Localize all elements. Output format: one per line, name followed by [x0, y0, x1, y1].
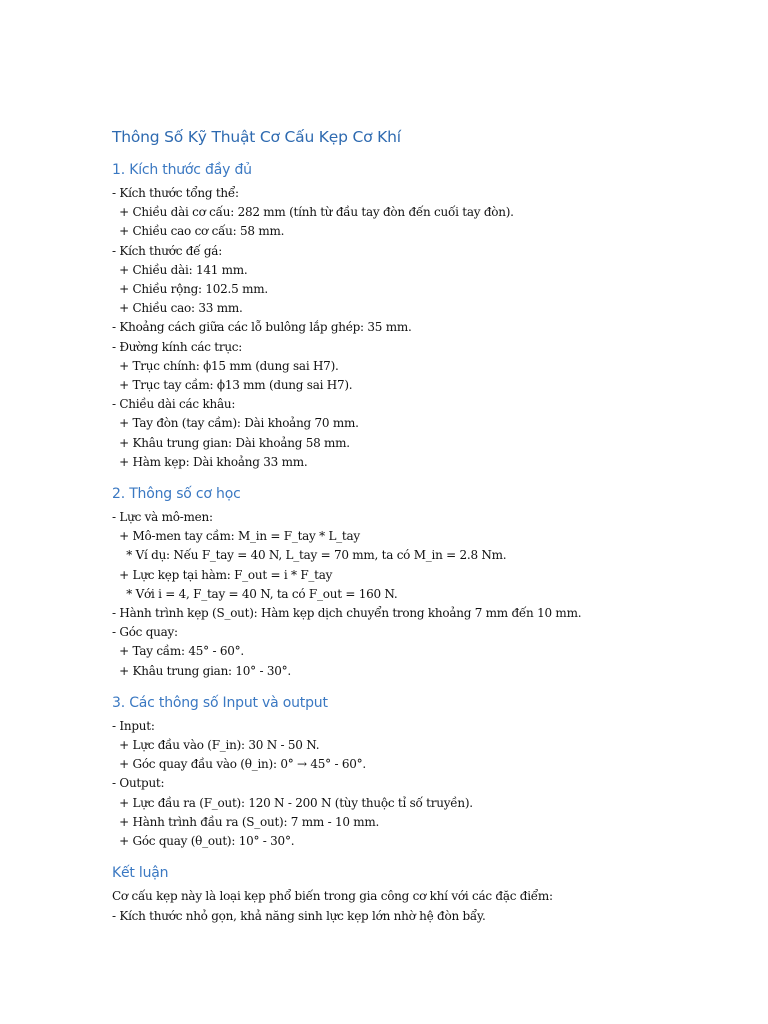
text-line: + Trục tay cầm: ϕ13 mm (dung sai H7).: [112, 378, 353, 393]
text-line: - Input:: [112, 718, 155, 733]
text-line: + Mô-men tay cầm: M_in = F_tay * L_tay: [112, 529, 360, 544]
text-line: - Đường kính các trục:: [112, 339, 243, 354]
section-2: [112, 482, 712, 681]
document-body: [112, 122, 712, 936]
text-line: + Trục chính: ϕ15 mm (dung sai H7).: [112, 358, 339, 373]
text-line: - Lực và mô-men:: [112, 510, 213, 525]
text-line: + Hành trình đầu ra (S_out): 7 mm - 10 mm.: [112, 814, 380, 829]
text-line: - Hành trình kẹp (S_out): Hàm kẹp dịch chuyển trong khoảng 7 mm đến 10 mm.: [112, 606, 582, 621]
section-1: [112, 158, 712, 472]
section-heading: 1. Kích thước đầy đủ: [112, 162, 252, 178]
text-line: + Hàm kẹp: Dài khoảng 33 mm.: [112, 454, 308, 469]
text-line: + Chiều cao: 33 mm.: [112, 301, 243, 316]
document-title: Thông Số Kỹ Thuật Cơ Cấu Kẹp Cơ Khí: [112, 128, 401, 146]
text-line: + Khâu trung gian: Dài khoảng 58 mm.: [112, 435, 350, 450]
text-line: + Tay cầm: 45° - 60°.: [112, 644, 244, 659]
text-line: - Kích thước đế gá:: [112, 243, 222, 258]
section-heading: 2. Thông số cơ học: [112, 486, 241, 503]
text-line: * Ví dụ: Nếu F_tay = 40 N, L_tay = 70 mm, ta có M_in = 2.8 Nm.: [112, 548, 507, 563]
text-line: - Kích thước nhỏ gọn, khả năng sinh lực kẹp lớn nhờ hệ đòn bẩy.: [112, 908, 486, 923]
text-line: - Góc quay:: [112, 625, 178, 640]
text-line: + Lực đầu ra (F_out): 120 N - 200 N (tùy thuộc tỉ số truyền).: [112, 795, 473, 810]
text-line: - Khoảng cách giữa các lỗ bulông lắp ghép: 35 mm.: [112, 320, 412, 335]
text-line: + Tay đòn (tay cầm): Dài khoảng 70 mm.: [112, 416, 359, 431]
text-line: + Chiều dài: 141 mm.: [112, 262, 248, 277]
text-line: Cơ cấu kẹp này là loại kẹp phổ biến trong gia công cơ khí với các đặc điểm:: [112, 889, 553, 904]
section-heading: Kết luận: [112, 865, 169, 882]
sections-container: [112, 158, 712, 926]
text-line: + Chiều dài cơ cấu: 282 mm (tính từ đầu tay đòn đến cuối tay đòn).: [112, 205, 514, 220]
text-line: + Lực kẹp tại hàm: F_out = i * F_tay: [112, 567, 333, 582]
text-line: + Lực đầu vào (F_in): 30 N - 50 N.: [112, 738, 320, 753]
section-4: [112, 861, 712, 925]
text-line: - Kích thước tổng thể:: [112, 186, 239, 200]
text-line: + Góc quay (θ_out): 10° - 30°.: [112, 834, 295, 849]
section-heading: 3. Các thông số Input và output: [112, 694, 328, 711]
text-line: + Chiều rộng: 102.5 mm.: [112, 282, 268, 297]
text-line: + Góc quay đầu vào (θ_in): 0° → 45° - 60°.: [112, 757, 366, 772]
section-3: [112, 691, 712, 851]
text-line: * Với i = 4, F_tay = 40 N, ta có F_out = 160 N.: [112, 586, 398, 601]
text-line: - Output:: [112, 776, 165, 791]
text-line: + Chiều cao cơ cấu: 58 mm.: [112, 224, 285, 239]
text-line: - Chiều dài các khâu:: [112, 397, 236, 412]
text-line: + Khâu trung gian: 10° - 30°.: [112, 663, 291, 678]
